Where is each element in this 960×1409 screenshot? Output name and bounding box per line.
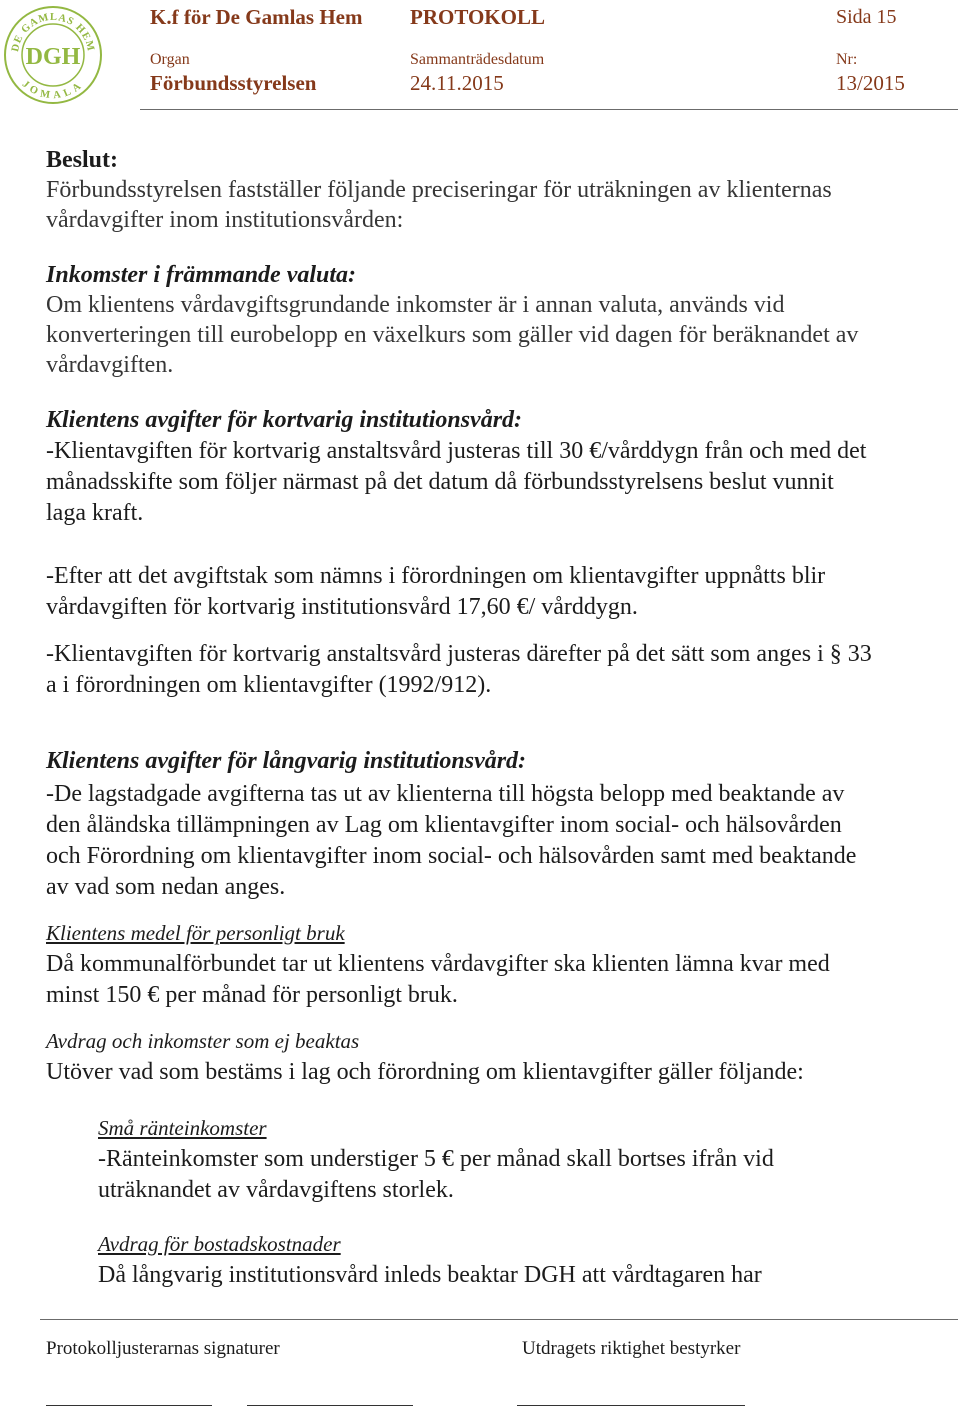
signature-line <box>46 1405 212 1406</box>
header-number-label: Nr: <box>836 51 858 68</box>
footer-divider <box>40 1319 958 1320</box>
long-term-text-line: av vad som nedan anges. <box>46 874 286 900</box>
small-interest-text-line: uträknandet av vårdavgiftens storlek. <box>98 1177 454 1203</box>
short-term-section <box>46 405 866 529</box>
small-interest-section <box>98 1113 774 1206</box>
deductions-heading: Avdrag och inkomster som ej beaktas <box>46 1029 360 1053</box>
long-term-text-line: den åländska tillämpningen av Lag om klientavgifter inom social- och hälsovården <box>46 812 842 838</box>
small-interest-heading: Små ränteinkomster <box>98 1116 267 1140</box>
long-term-section <box>46 746 526 777</box>
header-date-value: 24.11.2015 <box>410 71 504 95</box>
dgh-logo-seal <box>3 2 103 106</box>
short-term-text-line: a i förordningen om klientavgifter (1992/912). <box>46 672 492 698</box>
header-document-type: PROTOKOLL <box>410 5 545 29</box>
personal-use-heading: Klientens medel för personligt bruk <box>46 921 345 945</box>
deductions-text-line: Utöver vad som bestäms i lag och förordning om klientavgifter gäller följande: <box>46 1059 804 1085</box>
long-term-paragraph <box>46 779 856 903</box>
signature-line <box>517 1405 745 1406</box>
housing-deduction-text-line: Då långvarig institutionsvård inleds beaktar DGH att vårdtagaren har <box>98 1262 762 1288</box>
long-term-text-line: -De lagstadgade avgifterna tas ut av klienterna till högsta belopp med beaktande av <box>46 781 845 807</box>
deductions-section <box>46 1026 804 1088</box>
short-term-heading: Klientens avgifter för kortvarig institutionsvård: <box>46 407 523 433</box>
foreign-income-text-line: Om klientens vårdavgiftsgrundande inkomster är i annan valuta, används vid <box>46 292 785 318</box>
personal-use-text-line: Då kommunalförbundet tar ut klientens vårdavgifter ska klienten lämna kvar med <box>46 951 830 977</box>
personal-use-section <box>46 918 830 1011</box>
header-organ-label: Organ <box>150 51 190 68</box>
housing-deduction-heading: Avdrag för bostadskostnader <box>98 1232 341 1256</box>
personal-use-text-line: minst 150 € per månad för personligt bruk. <box>46 982 458 1008</box>
short-term-paragraph <box>46 561 825 623</box>
logo-top-text: DE GAMLAS HEM <box>10 11 97 53</box>
short-term-text-line: vårdavgiften för kortvarig institutionsvård 17,60 €/ vårddygn. <box>46 594 638 620</box>
header-organization: K.f för De Gamlas Hem <box>150 5 363 29</box>
decision-text-line: vårdavgifter inom institutionsvården: <box>46 207 404 233</box>
header-organ-value: Förbundsstyrelsen <box>150 71 317 95</box>
short-term-text-line: -Klientavgiften för kortvarig anstaltsvård justeras till 30 €/vårddygn från och med det <box>46 438 867 464</box>
short-term-text-line: -Efter att det avgiftstak som nämns i förordningen om klientavgifter uppnåtts blir <box>46 563 826 589</box>
logo-bottom-text: JOMALA <box>19 78 87 102</box>
decision-heading: Beslut: <box>46 147 118 173</box>
logo-monogram: DGH <box>25 44 81 70</box>
header-divider <box>140 109 958 110</box>
decision-text-line: Förbundsstyrelsen fastställer följande preciseringar för uträkningen av klienternas <box>46 177 832 203</box>
short-term-text-line: laga kraft. <box>46 500 144 526</box>
housing-deduction-section <box>98 1229 762 1291</box>
header-page-number: Sida 15 <box>836 6 897 28</box>
short-term-text-line: månadsskifte som följer närmast på det datum då förbundsstyrelsens beslut vunnit <box>46 469 834 495</box>
signature-line <box>247 1405 413 1406</box>
long-term-heading: Klientens avgifter för långvarig institutionsvård: <box>46 748 527 774</box>
short-term-paragraph <box>46 639 872 701</box>
header-number-value: 13/2015 <box>836 71 905 95</box>
footer-certification-label: Utdragets riktighet bestyrker <box>522 1338 741 1359</box>
foreign-income-section <box>46 260 858 380</box>
long-term-text-line: och Förordning om klientavgifter inom social- och hälsovården samt med beaktande <box>46 843 857 869</box>
footer-signatures-label: Protokolljusterarnas signaturer <box>46 1338 280 1359</box>
header-date-label: Sammanträdesdatum <box>410 51 545 68</box>
decision-section <box>46 145 832 235</box>
short-term-text-line: -Klientavgiften för kortvarig anstaltsvård justeras därefter på det sätt som anges i § 33 <box>46 641 872 667</box>
foreign-income-heading: Inkomster i främmande valuta: <box>46 262 357 288</box>
foreign-income-text-line: vårdavgiften. <box>46 352 174 378</box>
small-interest-text-line: -Ränteinkomster som understiger 5 € per månad skall bortses ifrån vid <box>98 1146 774 1172</box>
foreign-income-text-line: konverteringen till eurobelopp en växelkurs som gäller vid dagen för beräknandet av <box>46 322 859 348</box>
